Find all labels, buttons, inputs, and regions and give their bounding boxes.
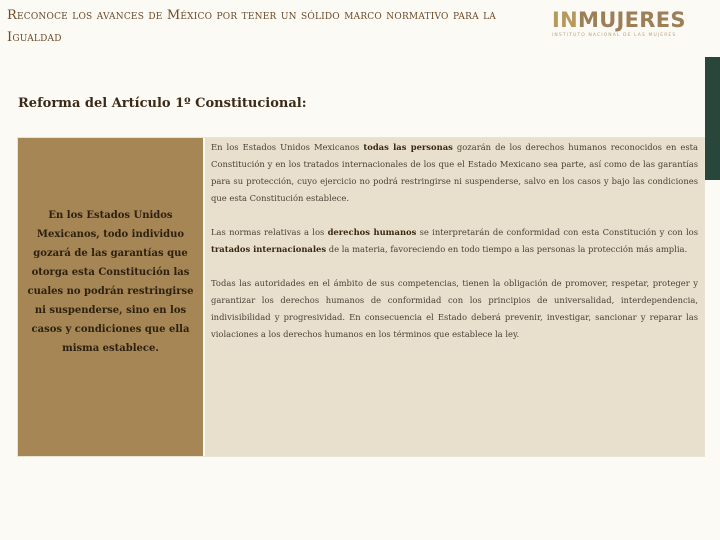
section-subtitle: Reforma del Artículo 1º Constitucional:	[18, 96, 307, 111]
text-span: se interpretarán de conformidad con esta Constitución y con los	[416, 227, 699, 237]
highlight-tratados-internacionales: tratados internacionales	[211, 244, 327, 254]
reform-paragraph-3: Todas las autoridades en el ámbito de sus competencias, tienen la obligación de promover, respetar, proteger y garantizar los derechos humanos de conformidad con los principios de universalidad, interdependencia, indivisibilidad y progresividad. En consecuencia el Estado deberá prevenir, investigar, sancionar y reparar las violaciones a los derechos humanos en los términos que establece la ley.	[211, 278, 698, 339]
previous-text-cell	[18, 138, 203, 456]
logo-tagline: INSTITUTO NACIONAL DE LAS MUJERES	[552, 33, 677, 38]
highlight-derechos-humanos: derechos humanos	[327, 227, 417, 237]
reform-paragraph-1	[211, 139, 698, 207]
logo-wordmark	[552, 8, 702, 32]
text-span: En los Estados Unidos Mexicanos	[211, 142, 364, 152]
previous-article-text: En los Estados Unidos Mexicanos, todo individuo gozará de las garantías que otorga esta Constitución las cuales no podrán restringirse ni suspenderse, sino en los casos y condiciones que ella misma establece.	[27, 210, 194, 354]
inmujeres-logo	[552, 8, 702, 44]
comparison-table	[17, 137, 705, 457]
page-title: Reconoce los avances de México por tener un sólido marco normativo para la Igualdad	[7, 8, 496, 45]
side-accent-bar	[705, 57, 720, 180]
text-span: de la materia, favoreciendo en todo tiempo a las personas la protección más amplia.	[326, 244, 688, 254]
highlight-todas-las-personas: todas las personas	[363, 142, 453, 152]
logo-mujeres: MUJERES	[578, 8, 686, 32]
reformed-text-cell	[205, 138, 704, 456]
logo-in: IN	[552, 8, 578, 32]
reform-paragraph-2	[211, 224, 698, 258]
text-span: Las normas relativas a los	[211, 227, 328, 237]
text-span: gozarán de los derechos humanos reconocidos en esta Constitución y en los tratados internacionales de los que el Estado Mexicano sea parte, así como de las garantías para su protección, cuyo ejercicio no podrá restringirse ni suspenderse, salvo en los casos y bajo las condiciones que esta Constitución establece.	[211, 142, 698, 203]
